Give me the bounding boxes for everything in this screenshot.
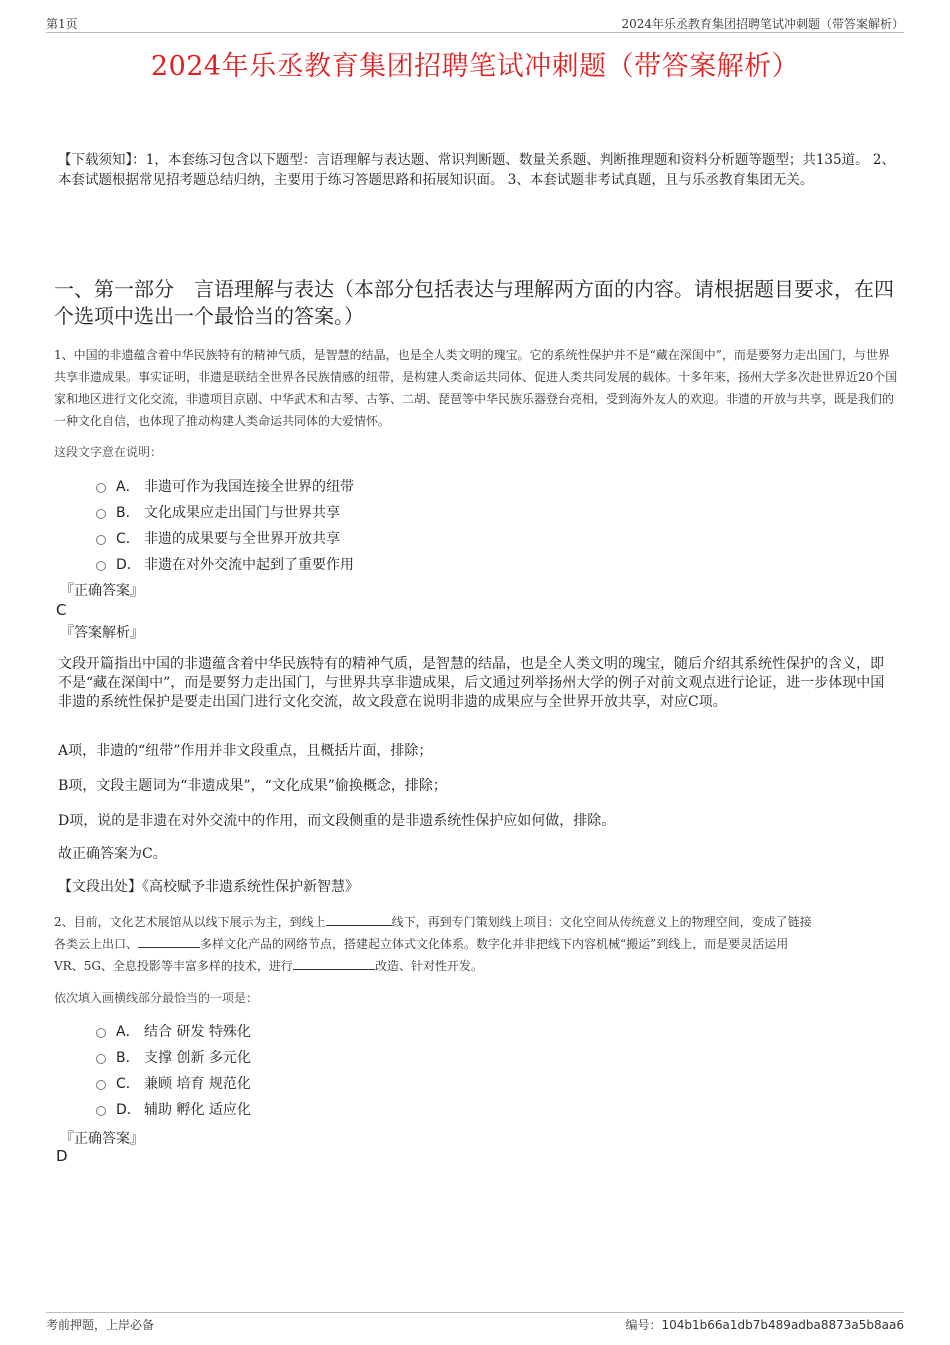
question-1-options: [96, 473, 596, 577]
option-d[interactable]: D． 辅助 孵化 适应化: [96, 1096, 596, 1122]
download-notice: 【下载须知】：1，本套练习包含以下题型：言语理解与表达题、常识判断题、数量关系题、判断推理题和资料分析题等题型；共135道。 2、本套试题根据常见招考题总结归纳，主要用于练习答题思路和拓展知识面。 3、本套试题非考试真题，且与乐丞教育集团无关。: [58, 152, 895, 188]
option-c[interactable]: C． 兼顾 培育 规范化: [96, 1070, 596, 1096]
footer-code: 编号：104b1b66a1db7b489adba8873a5b8aa6: [625, 1318, 904, 1332]
page-number: 第1页: [46, 17, 78, 31]
radio-icon[interactable]: [96, 509, 106, 519]
source-citation: 【文段出处】《高校赋予非遗系统性保护新智慧》: [58, 879, 359, 895]
document-title: 2024年乐丞教育集团招聘笔试冲刺题（带答案解析）: [150, 51, 800, 82]
question-1-prompt: 这段文字意在说明：: [54, 445, 163, 459]
radio-icon[interactable]: [96, 483, 106, 493]
question-2-options: [96, 1018, 596, 1122]
option-a[interactable]: A． 非遗可作为我国连接全世界的纽带: [96, 473, 596, 499]
radio-icon[interactable]: [96, 535, 106, 545]
question-2-prompt: 依次填入画横线部分最恰当的一项是：: [54, 991, 259, 1005]
option-d-note: D项，说的是非遗在对外交流中的作用，而文段侧重的是非遗系统性保护应如何做，排除。: [58, 813, 616, 829]
radio-icon[interactable]: [96, 1106, 106, 1116]
page-header: [46, 14, 904, 33]
blank-1: [326, 913, 392, 926]
conclusion: 故正确答案为C。: [58, 846, 167, 862]
option-b-note: B项，文段主题词为“非遗成果”，“文化成果”偷换概念，排除；: [58, 778, 447, 794]
analysis-text: 文段开篇指出中国的非遗蕴含着中华民族特有的精神气质，是智慧的结晶，也是全人类文明的瑰宝，随后介绍其系统性保护的含义，即不是“藏在深闺中”，而是要努力走出国门，与世界共享非遗成果，后文通过列举扬州大学的例子对前文观点进行论证，进一步体现中国非遗的系统性保护是要走出国门进行文化交流，故文段意在说明非遗的成果应与全世界开放共享，对应C项。: [58, 656, 885, 710]
analysis-label: 『答案解析』: [60, 625, 144, 641]
question-2-text: 2、目前，文化艺术展馆从以线下展示为主，到线上 线下，再到专门策划线上项目：文化空间从传统意义上的物理空间，变成了链接 各类云上出口、 多样文化产品的网络节点，搭建起立体式文化体系。数字化并非把线下内容机械“搬运”到线上，而是要灵活运用 VR、5G、全息投影等丰富多样的技术，进行 改造、针对性开发。: [54, 915, 812, 973]
page-footer: [46, 1312, 904, 1333]
answer-label: 『正确答案』: [60, 583, 144, 599]
answer-value: C: [56, 601, 67, 619]
section-heading: 一、第一部分 言语理解与表达（本部分包括表达与理解两方面的内容。请根据题目要求，在四个选项中选出一个最恰当的答案。）: [54, 277, 894, 328]
radio-icon[interactable]: [96, 1080, 106, 1090]
question-1-text: 1、中国的非遗蕴含着中华民族特有的精神气质，是智慧的结晶，也是全人类文明的瑰宝。它的系统性保护并不是“藏在深闺中”，而是要努力走出国门，与世界共享非遗成果。事实证明，非遗是联结全世界各民族情感的纽带，是构建人类命运共同体、促进人类共同发展的载体。十多年来，扬州大学多次赴世界近20个国家和地区进行文化交流，非遗项目京剧、中华武术和古琴、古筝、二胡、琵琶等中华民族乐器登台亮相，受到海外友人的欢迎。非遗的开放与共享，既是我们的一种文化自信，也体现了推动构建人类命运共同体的大爱情怀。: [54, 348, 898, 428]
answer-value: D: [56, 1147, 68, 1165]
radio-icon[interactable]: [96, 1028, 106, 1038]
option-a-note: A项，非遗的“纽带”作用并非文段重点，且概括片面，排除；: [58, 743, 433, 759]
radio-icon[interactable]: [96, 561, 106, 571]
option-b[interactable]: B． 文化成果应走出国门与世界共享: [96, 499, 596, 525]
radio-icon[interactable]: [96, 1054, 106, 1064]
option-d[interactable]: D． 非遗在对外交流中起到了重要作用: [96, 551, 596, 577]
header-doc-title: 2024年乐丞教育集团招聘笔试冲刺题（带答案解析）: [621, 17, 904, 31]
blank-2: [138, 935, 200, 948]
answer-label: 『正确答案』: [60, 1131, 144, 1147]
option-c[interactable]: C． 非遗的成果要与全世界开放共享: [96, 525, 596, 551]
blank-3: [293, 957, 375, 970]
option-b[interactable]: B． 支撑 创新 多元化: [96, 1044, 596, 1070]
option-a[interactable]: A． 结合 研发 特殊化: [96, 1018, 596, 1044]
footer-slogan: 考前押题，上岸必备: [46, 1318, 155, 1332]
